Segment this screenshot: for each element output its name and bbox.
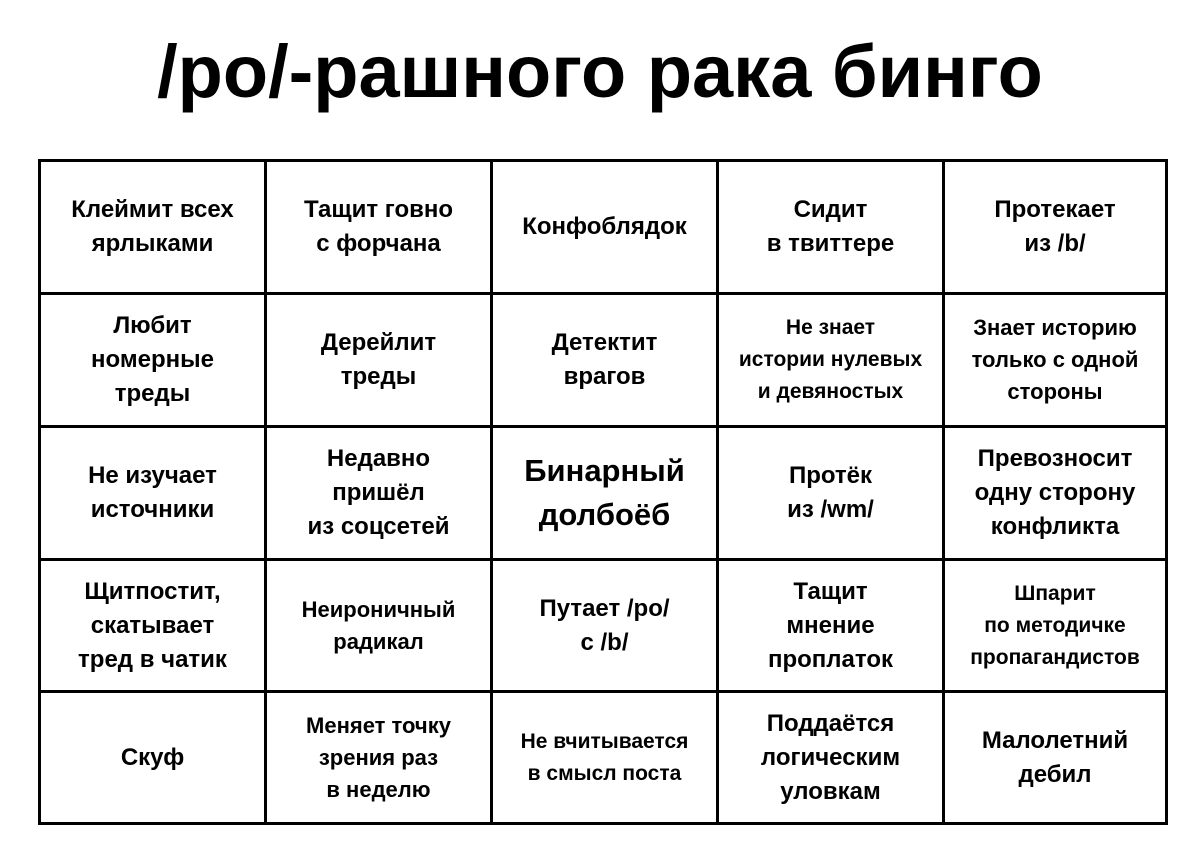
- bingo-cell-text: Не вчитывается в смысл поста: [520, 729, 689, 785]
- bingo-cell-text: Не знает истории нулевых и девяностых: [738, 316, 923, 403]
- bingo-cell-text: Не изучает источники: [88, 462, 217, 523]
- bingo-cell: [267, 295, 493, 428]
- bingo-cell-text: Шпарит по методичке пропагандистов: [970, 581, 1140, 669]
- bingo-cell: [493, 295, 719, 428]
- bingo-cell-text: Детектит врагов: [551, 329, 658, 390]
- bingo-cell: [719, 561, 945, 693]
- bingo-cell: [945, 561, 1168, 693]
- bingo-cell: [267, 428, 493, 561]
- bingo-cell: [493, 693, 719, 825]
- page-title: /po/-рашного рака бинго: [157, 30, 1043, 113]
- bingo-cell: [41, 162, 267, 295]
- bingo-cell: [267, 693, 493, 825]
- bingo-cell: [945, 295, 1168, 428]
- bingo-cell-text: Скуф: [120, 743, 185, 771]
- bingo-cell-text: Превозносит одну сторону конфликта: [974, 445, 1136, 540]
- bingo-cell: [719, 428, 945, 561]
- bingo-cell-text: Щитпостит, скатывает тред в чатик: [78, 577, 227, 673]
- bingo-cell: [41, 428, 267, 561]
- bingo-cell-text: Тащит говно с форчана: [303, 196, 454, 257]
- bingo-cell: [493, 561, 719, 693]
- bingo-grid: [38, 159, 1168, 825]
- bingo-cell: [945, 162, 1168, 295]
- bingo-cell-text: Любит номерные треды: [91, 312, 214, 407]
- bingo-cell: [267, 561, 493, 693]
- bingo-cell: [719, 693, 945, 825]
- bingo-cell: [719, 295, 945, 428]
- bingo-cell-text: Клеймит всех ярлыками: [71, 196, 234, 257]
- bingo-cell-text: Неироничный радикал: [301, 596, 456, 654]
- bingo-cell-text: Меняет точку зрения раз в неделю: [306, 712, 451, 802]
- bingo-cell-text: Тащит мнение проплаток: [767, 577, 893, 673]
- bingo-cell-text: Протёк из /wm/: [787, 462, 874, 523]
- bingo-cell-text: Сидит в твиттере: [766, 196, 895, 257]
- bingo-cell: [945, 693, 1168, 825]
- bingo-cell-text: Протекает из /b/: [994, 196, 1116, 257]
- bingo-cell-text: Недавно пришёл из соцсетей: [307, 445, 450, 540]
- bingo-cell-text: Дерейлит треды: [320, 329, 437, 390]
- bingo-cell-text: Бинарный долбоёб: [524, 453, 685, 532]
- bingo-cell: [41, 295, 267, 428]
- bingo-cell: [719, 162, 945, 295]
- bingo-cell-text: Конфоблядок: [522, 213, 687, 240]
- bingo-cell: [41, 561, 267, 693]
- bingo-cell: [267, 162, 493, 295]
- bingo-cell-text: Путает /po/ с /b/: [539, 594, 670, 656]
- bingo-cell-text: Малолетний дебил: [981, 726, 1129, 788]
- bingo-cell: [945, 428, 1168, 561]
- bingo-cell-text: Знает историю только с одной стороны: [971, 315, 1139, 404]
- bingo-cell-text: Поддаётся логическим уловкам: [760, 709, 901, 805]
- bingo-cell: [41, 693, 267, 825]
- bingo-cell: [493, 162, 719, 295]
- bingo-center-cell: [493, 428, 719, 561]
